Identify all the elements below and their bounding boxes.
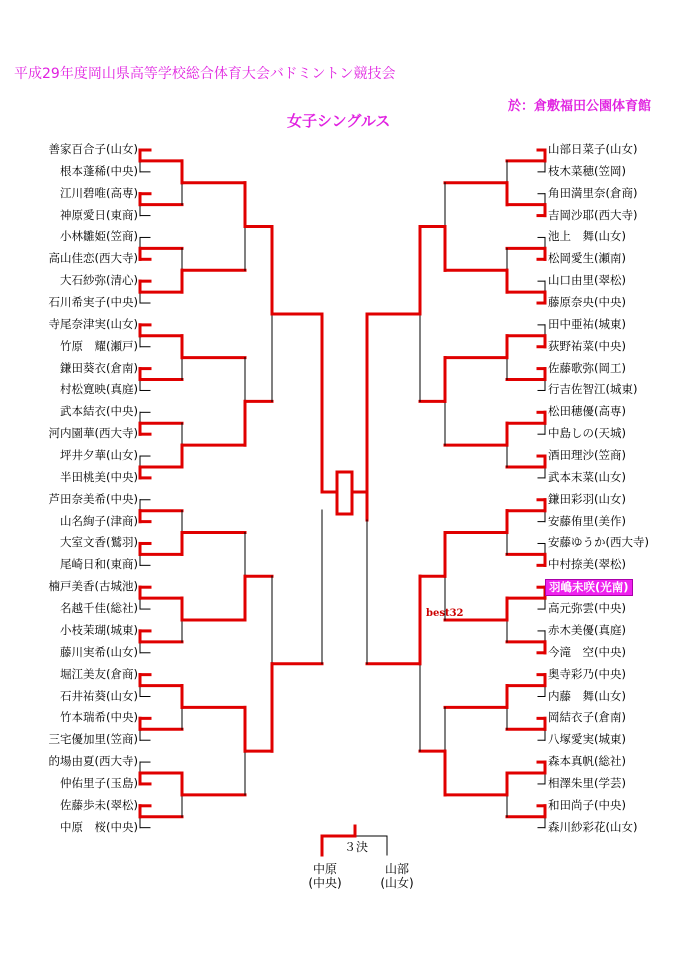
- left-player-23: 小枝茉瑚(城東): [60, 622, 138, 637]
- left-player-18: 山名絢子(津商): [60, 513, 138, 528]
- third-place-left-name: 中原: [312, 862, 337, 876]
- left-player-29: 的場由夏(西大寺): [48, 754, 138, 769]
- right-player-20: 中村捺美(翠松): [548, 557, 626, 572]
- right-player-22: 高元弥雲(中央): [548, 601, 626, 616]
- right-player-1: 山部日菜子(山女): [548, 142, 638, 156]
- right-player-32: 森川紗彩花(山女): [548, 819, 638, 834]
- right-player-12: 行吉佐智江(城東): [548, 382, 638, 397]
- left-player-5: 小林雛姫(笠商): [60, 229, 138, 244]
- left-player-11: 鎌田葵衣(倉南): [60, 360, 138, 375]
- right-player-10: 荻野祐菜(中央): [548, 338, 626, 353]
- left-player-28: 三宅優加里(笠商): [48, 732, 138, 747]
- left-player-6: 高山佳恋(西大寺): [48, 251, 138, 266]
- left-player-21: 楠戸美香(古城池): [48, 579, 138, 594]
- right-player-4: 吉岡沙耶(西大寺): [548, 207, 638, 222]
- best32-label: best32: [426, 608, 464, 619]
- right-player-11: 佐藤歌弥(岡工): [548, 360, 626, 375]
- third-place-label: ３決: [344, 840, 369, 854]
- left-player-7: 大石紗弥(清心): [60, 273, 138, 288]
- right-player-29: 森本真帆(総社): [548, 754, 626, 769]
- left-player-24: 藤川実希(山女): [60, 644, 138, 659]
- left-player-12: 村松寛映(真庭): [60, 382, 138, 397]
- left-player-8: 石川希実子(中央): [48, 295, 138, 310]
- left-player-22: 名越千佳(総社): [60, 601, 138, 616]
- left-player-25: 堀江美友(倉商): [60, 666, 138, 681]
- right-player-17: 鎌田彩羽(山女): [548, 491, 626, 506]
- left-player-9: 寺尾奈津実(山女): [48, 316, 138, 331]
- right-player-13: 松田穂優(高専): [548, 404, 626, 419]
- event-title: 女子シングルス: [287, 112, 391, 130]
- left-player-13: 武本結衣(中央): [60, 404, 138, 419]
- right-player-31: 和田尚子(中央): [548, 797, 626, 812]
- right-player-3: 角田満里奈(倉商): [548, 185, 638, 200]
- right-player-8: 藤原奈央(中央): [548, 295, 626, 310]
- third-place-right-school: (山女): [380, 876, 414, 890]
- left-player-19: 大室文香(鷲羽): [60, 535, 138, 550]
- right-player-14: 中島しの(天城): [548, 426, 626, 441]
- third-place-right-name: 山部: [384, 862, 409, 876]
- third-place-left-player: [305, 862, 345, 890]
- right-player-7: 山口由里(翠松): [548, 273, 626, 288]
- left-player-31: 佐藤歩未(翠松): [60, 797, 138, 812]
- right-player-26: 内藤 舞(山女): [548, 688, 626, 703]
- right-player-9: 田中亜祐(城東): [548, 316, 626, 331]
- right-player-25: 奥寺彩乃(中央): [548, 666, 626, 681]
- right-player-30: 相澤朱里(学芸): [548, 775, 626, 790]
- right-player-15: 酒田理沙(笠商): [548, 448, 626, 463]
- right-player-6: 松岡愛生(瀬南): [548, 251, 626, 266]
- right-player-16: 武本末菜(山女): [548, 469, 626, 484]
- left-player-26: 石井祐葵(山女): [60, 688, 138, 703]
- left-player-3: 江川碧唯(高専): [60, 185, 138, 200]
- highlighted-player: 羽嶋未咲(光南): [545, 579, 633, 596]
- right-player-27: 岡結衣子(倉南): [548, 710, 626, 725]
- left-player-17: 芦田奈美希(中央): [48, 491, 138, 506]
- left-player-30: 仲佑里子(玉島): [60, 775, 138, 790]
- left-player-4: 神原愛日(東商): [60, 207, 138, 222]
- left-player-10: 竹原 耀(瀬戸): [60, 338, 138, 353]
- right-player-23: 赤木美優(真庭): [548, 622, 626, 637]
- third-place-right-player: [374, 862, 420, 890]
- left-player-1: 善家百合子(山女): [48, 142, 138, 156]
- third-place-left-school: (中央): [308, 876, 342, 890]
- right-player-28: 八塚愛実(城東): [548, 732, 626, 747]
- left-player-32: 中原 桜(中央): [60, 819, 138, 834]
- right-player-24: 今滝 空(中央): [548, 644, 626, 659]
- right-player-2: 枝木菜穂(笠岡): [548, 163, 626, 178]
- venue-label: 於：倉敷福田公園体育館: [508, 99, 652, 114]
- right-player-19: 安藤ゆうか(西大寺): [548, 535, 649, 550]
- right-player-5: 池上 舞(山女): [548, 229, 626, 244]
- left-player-20: 尾崎日和(東商): [60, 557, 138, 572]
- left-player-16: 半田桃美(中央): [60, 469, 138, 484]
- right-player-18: 安藤侑里(美作): [548, 513, 626, 528]
- left-player-15: 坪井夕華(山女): [60, 448, 138, 463]
- left-player-14: 河内園華(西大寺): [48, 426, 138, 441]
- left-player-27: 竹本瑞希(中央): [60, 710, 138, 725]
- final-box: [337, 472, 352, 514]
- left-player-2: 根本蓬稀(中央): [60, 163, 138, 178]
- page-title: 平成29年度岡山県高等学校総合体育大会バドミントン競技会: [14, 66, 396, 82]
